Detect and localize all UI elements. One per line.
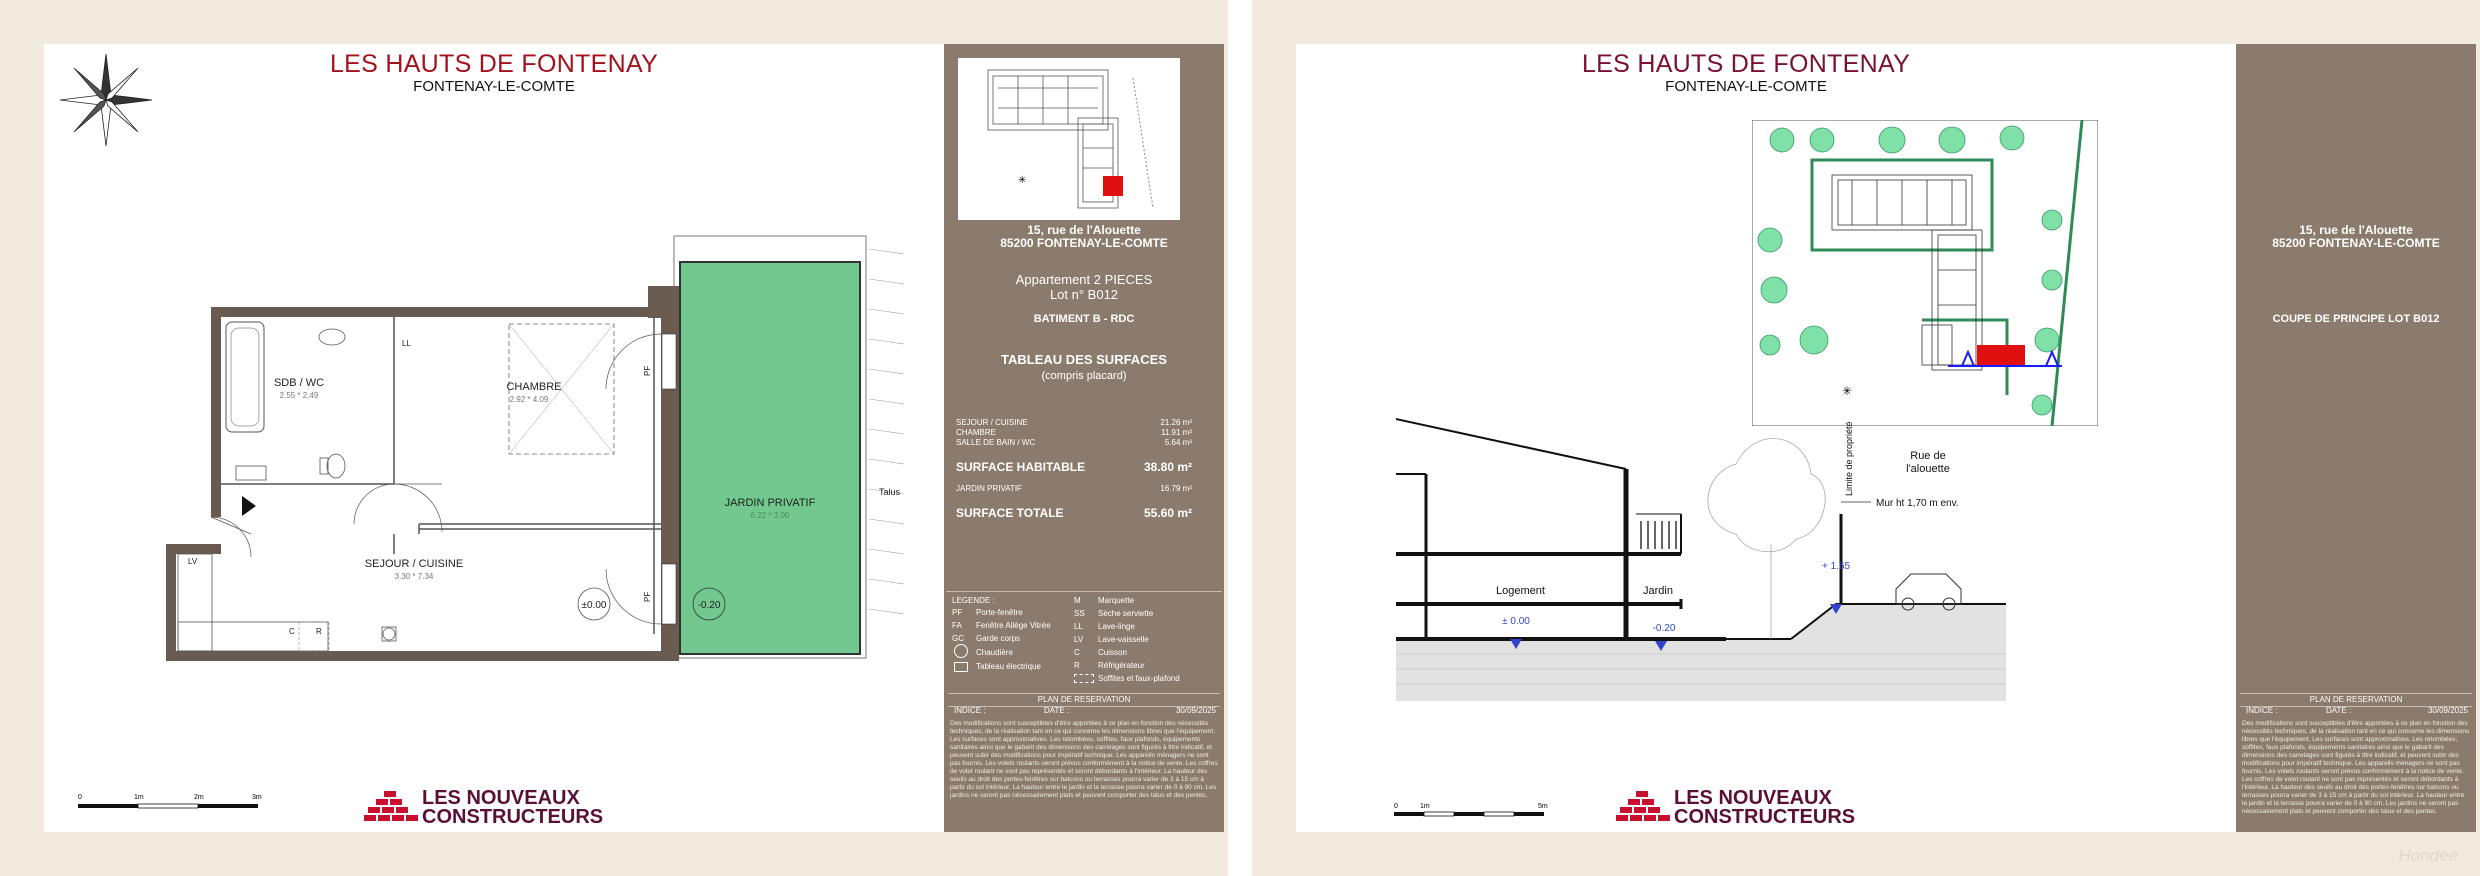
surface-totale-value: 55.60 m² <box>1143 506 1192 520</box>
soffit-icon <box>1074 674 1094 683</box>
sidebar-address-line2: 85200 FONTENAY-LE-COMTE <box>1000 236 1168 250</box>
legend-text: Marquette <box>1098 596 1135 605</box>
legend-text: Cuisson <box>1098 648 1127 657</box>
room-sejour-label: SEJOUR / CUISINE <box>364 558 464 570</box>
plan-scale-3: 3m <box>252 794 262 801</box>
room-sdb-label: SDB / WC <box>273 377 325 389</box>
legend-code: LV <box>1074 635 1084 644</box>
surface-row <box>956 428 1192 437</box>
building-level: BATIMENT B - RDC <box>1033 313 1135 325</box>
legend-code: M <box>1074 596 1081 605</box>
legend-text: Soffites et faux-plafond <box>1098 674 1180 683</box>
floor-plan <box>164 234 934 669</box>
section-paper <box>1296 44 2476 832</box>
section-title: COUPE DE PRINCIPE LOT B012 <box>2272 313 2440 325</box>
plan-scale-1: 1m <box>134 794 144 801</box>
logo-line2: CONSTRUCTEURS <box>422 806 604 828</box>
section-sidebar <box>2236 44 2476 832</box>
level-interior: ±0.00 <box>581 600 607 611</box>
room-jardin-label: JARDIN PRIVATIF <box>724 497 816 509</box>
talus-label: Talus <box>879 487 901 497</box>
date-value: 30/09/2025 <box>2427 706 2468 715</box>
legend-code: GC <box>952 634 964 643</box>
legend-text: Garde corps <box>976 634 1021 643</box>
plan-sidebar <box>944 44 1224 832</box>
surface-label: SALLE DE BAIN / WC <box>956 438 1036 447</box>
legend-text: Porte-fenêtre <box>976 608 1023 617</box>
room-jardin-dim: 6.22 * 3.00 <box>750 511 790 520</box>
logo-line2: CONSTRUCTEURS <box>1674 806 1856 828</box>
c-label: C <box>289 627 295 636</box>
pf-label-bottom: PF <box>643 591 652 602</box>
pf-label-top: PF <box>643 365 652 376</box>
legend-title: LEGENDE : <box>952 596 995 605</box>
date-value: 30/09/2025 <box>1175 706 1216 715</box>
watermark-text: Hondee <box>2398 846 2458 865</box>
plan-sheet <box>0 0 1228 876</box>
legend-code: FA <box>952 621 962 630</box>
legend-text: Lave-vaisselle <box>1098 635 1149 644</box>
surface-value: 11.91 m² <box>1161 428 1192 437</box>
legend-code: R <box>1074 661 1080 670</box>
disclaimer-text-2: Des modifications sont susceptibles d'être apportées à ce plan en fonction des nécessités techniques, de la réalisation tant en ce qui concerne les dimensions libres que l'équipement. Les surfaces sont approximatives. Les retombées, soffites, faux plafonds, équipements sanitaires ainsi que le gabarit des dimensions des carrelages sont figurés à titre indicatif, et peuvent subir des modifications pour impératif technique. Les appareils ménagers ne sont pas fournis. Les volets roulants seront prévus conformément à la notice de vente. Les coffres de volet roulant ne sont pas représentés et seront débordants à l'intérieur. La hauteur des seuils au droit des portes-fenêtres sur balcons ou terrasses pourra varier de 3 à 15 cm à partir du sol intérieur. La hauteur entre le jardin et la terrasse pourra varier de 0 à 90 cm. Les jardins ne seront pas nécessairement plats et peuvent comporter des talus et des pentes. <box>2242 720 2470 815</box>
boiler-icon <box>954 644 968 658</box>
legend-code: C <box>1074 648 1080 657</box>
jardin-value: 16.79 m² <box>1160 484 1192 493</box>
surface-totale <box>956 506 1192 520</box>
project-title-2: LES HAUTS DE FONTENAY <box>1581 50 1911 78</box>
logo-line1: LES NOUVEAUX <box>1674 787 1832 809</box>
company-logo <box>364 789 624 829</box>
level-garden: -0.20 <box>697 600 721 611</box>
indice-label: INDICE : <box>954 706 986 715</box>
street-label-line1: Rue de <box>1910 450 1946 462</box>
apartment-type: Appartement 2 PIECES <box>1015 272 1153 287</box>
project-title: LES HAUTS DE FONTENAY <box>329 50 659 78</box>
section-scale-bar <box>1392 800 1582 830</box>
logo-line1: LES NOUVEAUX <box>422 787 580 809</box>
jardin-row <box>956 484 1192 493</box>
surfaces-table-subtitle: (compris placard) <box>1041 370 1127 382</box>
legend-code: LL <box>1074 622 1083 631</box>
surface-value: 21.26 m² <box>1160 418 1192 427</box>
section-logement-level: ± 0.00 <box>1502 616 1530 627</box>
ll-label: LL <box>402 339 411 348</box>
reservation-row-2 <box>2240 706 2472 715</box>
section-drawing <box>1396 364 2096 804</box>
company-logo-2 <box>1616 789 1876 829</box>
indice-label: INDICE : <box>2246 706 2278 715</box>
section-jardin-level: -0.20 <box>1652 623 1676 634</box>
room-chambre-dim: 2.92 * 4.09 <box>509 395 549 404</box>
street-label-line2: l'alouette <box>1906 463 1950 475</box>
sidebar2-address-line1: 15, rue de l'Alouette <box>2299 223 2413 237</box>
sidebar2-address-line2: 85200 FONTENAY-LE-COMTE <box>2272 236 2440 250</box>
project-subtitle-2: FONTENAY-LE-COMTE <box>1665 78 1827 95</box>
date-label: DATE : <box>1044 706 1070 715</box>
section-logement-label: Logement <box>1496 585 1545 597</box>
section-scale-3: 5m <box>1538 803 1548 810</box>
jardin-label: JARDIN PRIVATIF <box>956 484 1022 493</box>
legend-text: Chaudière <box>976 648 1013 657</box>
lot-number: Lot n° B012 <box>1049 287 1119 302</box>
section-scale-0: 0 <box>1394 803 1398 810</box>
project-subtitle: FONTENAY-LE-COMTE <box>413 78 575 95</box>
room-sejour-dim: 3.30 * 7.34 <box>394 572 434 581</box>
sidebar-address-line1: 15, rue de l'Alouette <box>1027 223 1141 237</box>
legend-code: PF <box>952 608 963 617</box>
date-label: DATE : <box>2326 706 2352 715</box>
room-chambre-label: CHAMBRE <box>506 381 562 393</box>
legend-text: Lave-linge <box>1098 622 1135 631</box>
surface-totale-label: SURFACE TOTALE <box>956 506 1064 520</box>
room-sdb-dim: 2.55 * 2.49 <box>279 391 319 400</box>
surface-label: SEJOUR / CUISINE <box>956 418 1028 427</box>
svg-text:✳: ✳ <box>1842 384 1853 398</box>
surface-row <box>956 418 1192 427</box>
brick-logo-icon <box>1616 789 1670 825</box>
plan-scale-0: 0 <box>78 794 82 801</box>
property-limit-label: Limite de propriété <box>1844 421 1854 496</box>
section-scale-1: 1m <box>1420 803 1430 810</box>
plan-paper <box>44 44 1224 832</box>
disclaimer-text: Des modifications sont susceptibles d'être apportées à ce plan en fonction des nécessités techniques, de la réalisation tant en ce qui concerne les dimensions libres que l'équipement. Les surfaces sont approximatives. Les retombées, soffites, faux plafonds, équipements sanitaires ainsi que le gabarit des dimensions des carrelages sont figurés à titre indicatif, et peuvent subir des modifications pour impératif technique. Les appareils ménagers ne sont pas fournis. Les volets roulants seront prévus conformément à la notice de vente. Les coffres de volet roulant ne sont pas représentés et seront débordants à l'intérieur. La hauteur des seuils au droit des portes-fenêtres sur balcons ou terrasses pourra varier de 3 à 15 cm à partir du sol intérieur. La hauteur entre le jardin et la terrasse pourra varier de 0 à 90 cm. Les jardins ne seront pas nécessairement plats et peuvent comporter des talus et des pentes. <box>950 720 1218 799</box>
section-street-level: + 1.65 <box>1821 561 1851 572</box>
reservation-title: PLAN DE RESERVATION <box>948 693 1220 707</box>
lv-label: LV <box>188 557 198 566</box>
svg-text:✳: ✳ <box>1018 175 1027 186</box>
section-jardin-label: Jardin <box>1643 585 1673 597</box>
brick-logo-icon <box>364 789 418 825</box>
plan-scale-2: 2m <box>194 794 204 801</box>
surface-habitable-value: 38.80 m² <box>1143 460 1192 474</box>
section-sheet <box>1252 0 2480 876</box>
surfaces-table-title: TABLEAU DES SURFACES <box>1001 352 1167 367</box>
reservation-title-2: PLAN DE RESERVATION <box>2240 693 2472 707</box>
legend-text: Sèche serviette <box>1098 609 1154 618</box>
reservation-row <box>948 706 1220 715</box>
surface-row <box>956 438 1192 447</box>
surface-label: CHAMBRE <box>956 428 997 437</box>
legend-text: Réfrigérateur <box>1098 661 1145 670</box>
legend-text: Fenêtre Allège Vitrée <box>976 621 1051 630</box>
surface-habitable-label: SURFACE HABITABLE <box>956 460 1086 474</box>
r-label: R <box>316 627 322 636</box>
street-label <box>1906 450 1950 475</box>
key-plan-map <box>958 58 1180 220</box>
electrical-panel-icon <box>954 662 968 672</box>
legend-text: Tableau électrique <box>976 662 1041 671</box>
plan-scale-bar <box>76 789 266 819</box>
surface-value: 5.64 m² <box>1164 438 1192 447</box>
wall-height-label: Mur ht 1,70 m env. <box>1876 498 1959 509</box>
legend-code: SS <box>1074 609 1085 618</box>
surface-habitable <box>956 460 1192 474</box>
